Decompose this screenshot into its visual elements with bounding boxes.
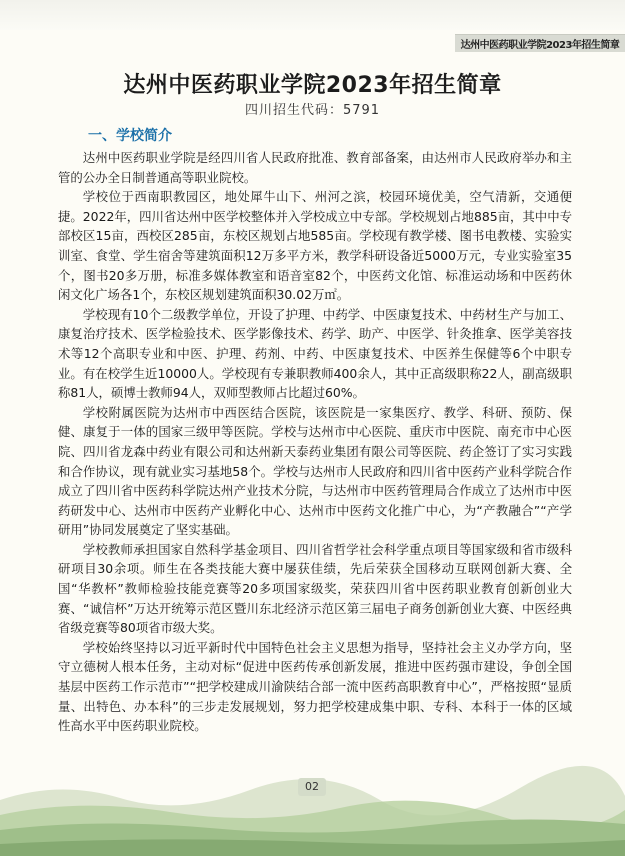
paragraph: 学校现有10个二级教学单位，开设了护理、中药学、中医康复技术、中药材生产与加工、康复治疗技术、医学检验技术、医学影像技术、药学、助产、中医学、针灸推拿、医学美容技术等12个高职专业和中医、护理、药剂、中药、中医康复技术、中医养生保健等6个中职专业。有在校学生近10000人。学校现有专兼职教师400余人，其中正高级职称22人，副高级职称81人，硕博士教师94人，双师型教师占比超过60%。 [58,306,572,401]
paragraph: 达州中医药职业学院是经四川省人民政府批准、教育部备案，由达州市人民政府举办和主管的公办全日制普通高等职业院校。 [58,150,572,185]
paragraph: 学校位于西南职教园区，地处犀牛山下、州河之滨，校园环境优美，空气清新，交通便捷。2022年，四川省达州中医学校整体并入学校成立中专部。学校规划占地885亩，其中中专部校区15亩，西校区285亩，东校区规划占地585亩。学校现有教学楼、图书电教楼、实验实训室、食堂、学生宿舍等建筑面积12万多平方米，教学科研设备近5000万元，专业实验室35个，图书20多万册，标准多媒体教室和语音室82个，中医药文化馆、标准运动场和中医药休闲文化广场各1个，东校区规划建筑面积30.02万㎡。 [58,189,572,303]
running-header: 达州中医药职业学院2023年招生简章 [460,40,620,51]
top-band [0,0,625,30]
section-heading: 一、学校简介 [88,128,172,144]
mountain-landscape-illustration [0,760,625,856]
article-body [58,148,572,736]
page-title: 达州中医药职业学院2023年招生简章 [123,73,502,98]
paragraph: 学校始终坚持以习近平新时代中国特色社会主义思想为指导，坚持社会主义办学方向，坚守立德树人根本任务，主动对标“促进中医药传承创新发展，推进中医药强市建设，争创全国基层中医药工作示范市”“把学校建成川渝陕结合部一流中医药高职教育中心”，严格按照“显质量、出特色、办本科”的三步走发展规划，努力把学校建成集中职、专科、本科于一体的区域性高水平中医药职业院校。 [58,639,572,734]
enrollment-code: 四川招生代码：5791 [244,103,381,118]
paragraph: 学校教师承担国家自然科学基金项目、四川省哲学社会科学重点项目等国家级和省市级科研项目30余项。师生在各类技能大赛中屡获佳绩，先后荣获全国移动互联网创新大赛、全国“华教杯”教师检验技能竞赛等20多项国家级奖，荣获四川省中医药职业教育创新创业大赛、“诚信杯”万达开统筹示范区暨川东北经济示范区第三届电子商务创新创业大赛、中医经典省级竞赛等80项省市级大奖。 [58,541,572,636]
paragraph: 学校附属医院为达州市中西医结合医院，该医院是一家集医疗、教学、科研、预防、保健、康复于一体的国家三级甲等医院。学校与达州市中心医院、重庆市中医院、南充市中心医院、四川省龙森中药业有限公司和达州新天泰药业集团有限公司等医院、药企签订了实习实践和合作协议，现有就业实习基地58个。学校与达州市人民政府和四川省中医药产业科学院合作成立了四川省中医药科学院达州产业技术分院，与达州市中医药管理局合作成立了达州市中医药研发中心、达州市中医药产业孵化中心、达州市中医药文化推广中心，为“产教融合”“产学研用”协同发展奠定了坚实基础。 [58,404,572,538]
page-number: 02 [298,778,326,796]
